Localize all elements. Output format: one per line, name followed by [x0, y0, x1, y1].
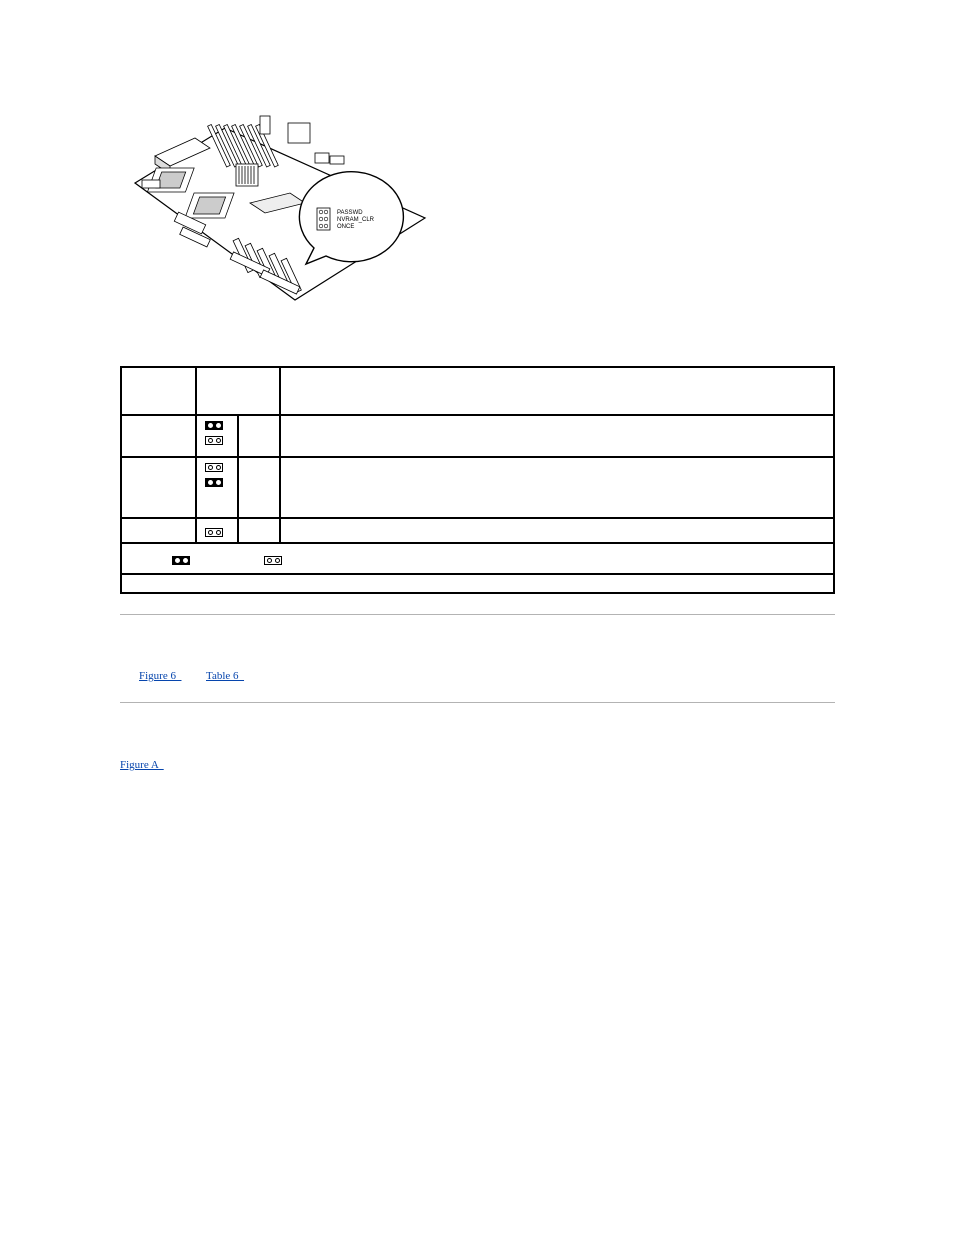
- figure-6-link[interactable]: Figure 6: [139, 670, 182, 682]
- jumper-settings-table: [120, 366, 835, 594]
- motherboard-jumper-figure: [130, 108, 430, 308]
- table-row: [121, 457, 834, 518]
- section-divider: [120, 702, 835, 703]
- setting-text-cell: [238, 415, 280, 457]
- legend-cell: [121, 543, 834, 574]
- jumper-cell: [121, 415, 196, 457]
- table-header-row: [121, 367, 834, 415]
- jumper-open-icon: [205, 463, 223, 472]
- jumper-open-icon: [205, 436, 223, 445]
- legend-row: [121, 543, 834, 574]
- table-6-link[interactable]: Table 6: [206, 670, 245, 682]
- legend-jumper-installed-icon: [172, 556, 190, 565]
- header-cell-setting: [196, 367, 280, 415]
- jumper-installed-icon: [205, 421, 223, 430]
- note-cell: [121, 574, 834, 593]
- note-row: [121, 574, 834, 593]
- jumper-callout: [299, 172, 403, 264]
- jumper-open-icon: [205, 528, 223, 537]
- setting-text-cell: [238, 518, 280, 543]
- figure-a-link[interactable]: Figure A: [120, 759, 164, 771]
- setting-cell: [196, 518, 238, 543]
- section-divider: [120, 614, 835, 615]
- header-cell-jumper: [121, 367, 196, 415]
- callout-label-once: ONCE: [337, 224, 355, 230]
- description-cell: [280, 415, 834, 457]
- callout-label-nvram-clr: NVRAM_CLR: [337, 217, 375, 223]
- description-cell: [280, 518, 834, 543]
- callout-label-passwd: PASSWD: [337, 210, 363, 216]
- setting-cell: [196, 457, 238, 518]
- table-row: [121, 518, 834, 543]
- setting-cell: [196, 415, 238, 457]
- jumper-cell: [121, 518, 196, 543]
- jumper-cell: [121, 457, 196, 518]
- motherboard-illustration: [130, 108, 430, 308]
- jumper-installed-icon: [205, 478, 223, 487]
- header-cell-description: [280, 367, 834, 415]
- setting-text-cell: [238, 457, 280, 518]
- description-cell: [280, 457, 834, 518]
- table-row: [121, 415, 834, 457]
- legend-jumper-open-icon: [264, 556, 282, 565]
